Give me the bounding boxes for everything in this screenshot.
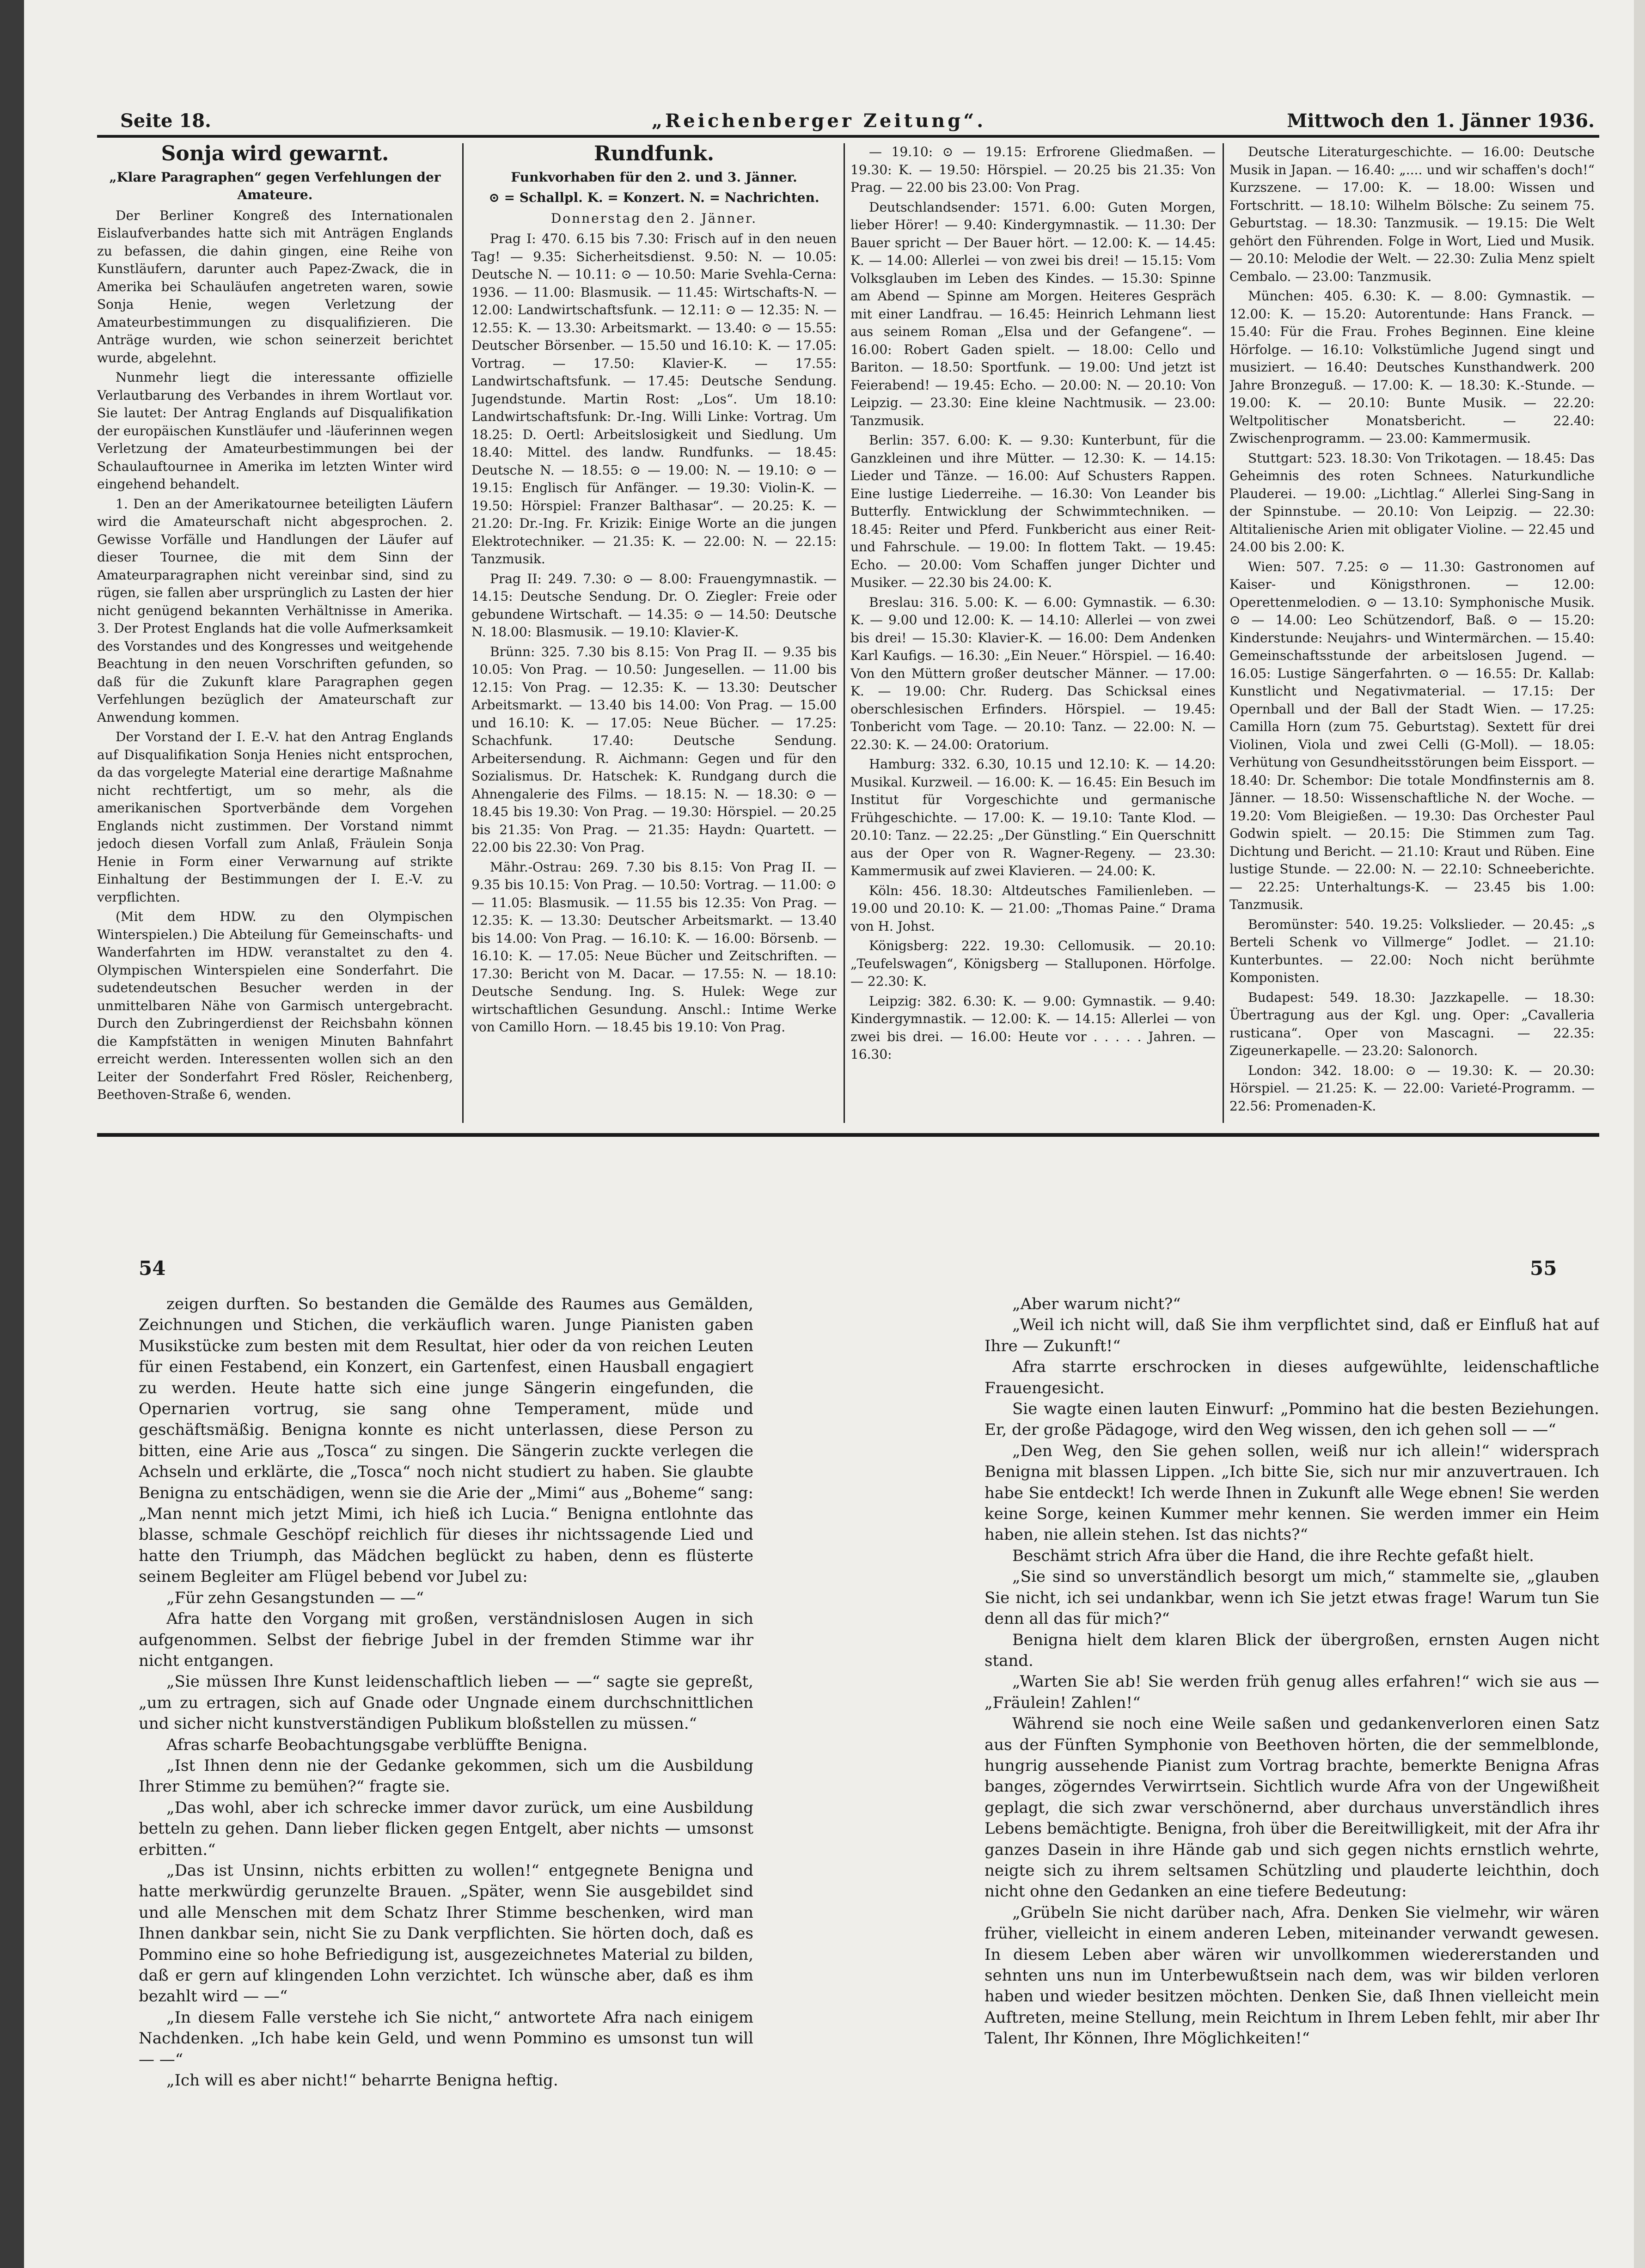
- story-paragraph: „Das wohl, aber ich schrecke immer davor zurück, um eine Ausbildung betteln zu gehen. Dann lieber flicken gegen Entgelt, aber nichts — umsonst erbitten.“: [139, 1798, 753, 1859]
- serial-story-right: [985, 1294, 1599, 2246]
- radio-day: Donnerstag den 2. Jänner.: [550, 210, 758, 226]
- column-rule: [1223, 143, 1224, 1123]
- radio-station-listing: London: 342. 18.00: ⊙ — 19.30: K. — 20.30: Hörspiel. — 21.25: K. — 22.00: Varieté-Programm. — 22.56: Promenaden-K.: [1229, 1062, 1595, 1114]
- radio-station-listing: Prag II: 249. 7.30: ⊙ — 8.00: Frauengymnastik. — 14.15: Deutsche Sendung. Dr. O. Ziegler: Freie oder gebundene Wirtschaft. — 14.35: ⊙ — 14.50: Deutsche N. 18.00: Blasmusik. — 19.10: Klavier-K.: [471, 571, 837, 640]
- story-page-number-right: 55: [1530, 1257, 1557, 1280]
- story-paragraph: „Den Weg, den Sie gehen sollen, weiß nur ich allein!“ widersprach Benigna mit blassen Lippen. „Ich bitte Sie, sich nur mir anzuvertrauen. Ich habe Sie entdeckt! Ich werde Ihnen in Zukunft alle Wege ebnen! Sie werden keine Sorge, keinen Kummer mehr kennen. Sie werden immer ein Heim haben, nie allein stehen. Ist das nichts?“: [985, 1441, 1599, 1544]
- article-title: Sonja wird gewarnt.: [161, 143, 389, 165]
- radio-column-3: [1229, 143, 1595, 1128]
- page-label: Seite 18.: [120, 110, 211, 132]
- radio-station-listing: Berlin: 357. 6.00: K. — 9.30: Kunterbunt, für die Ganzkleinen und ihre Mütter. — 12.30: K. — 14.15: Lieder und Tänze. — 16.00: Auf Schusters Rappen. Eine lustige Liederreihe. — 16.30: Von Leander bis Butterfly. Entwicklung der Schwimmtechniken. — 18.45: Reiter und Pferd. Funkbericht aus einer Reit- und Fahrschule. — 19.00: In flottem Takt. — 19.45: Echo. — 20.00: Vom Schaffen junger Dichter und Musiker. — 22.30 bis 24.00: K.: [850, 433, 1216, 590]
- radio-station-listing: Köln: 456. 18.30: Altdeutsches Familienleben. — 19.00 und 20.10: K. — 21.00: „Thomas Paine.“ Drama von H. Johst.: [850, 883, 1216, 934]
- article-paragraph: 1. Den an der Amerikatournee beteiligten Läufern wird die Amateurschaft nicht abgesprochen. 2. Gewisse Vorfälle und Handlungen der Läufer auf dieser Tournee, die mit dem Sinn der Amateurparagraphen nicht vereinbar sind, sind zu rügen, sie fallen aber ursprünglich zu Lasten der hier nicht genügend bekannten Verhältnisse in Amerika. 3. Der Protest Englands hat die volle Aufmerksamkeit des Vorstandes und des Kongresses und weitgehende Beachtung in den neuen Vorschriften gefunden, so daß für die Zukunft klare Paragraphen gegen Verfehlungen bezüglich der Amateurschaft zur Anwendung kommen.: [97, 496, 453, 725]
- scan-left-edge: [0, 0, 24, 2268]
- story-paragraph: „Ich will es aber nicht!“ beharrte Benigna heftig.: [166, 2071, 558, 2090]
- story-paragraph: Benigna hielt dem klaren Blick der übergroßen, ernsten Augen nicht stand.: [985, 1630, 1599, 1670]
- radio-station-listing: Hamburg: 332. 6.30, 10.15 und 12.10: K. — 14.20: Musikal. Kurzweil. — 16.00: K. — 16.45: Ein Besuch im Institut für Vorgeschichte und germanische Frühgeschichte. — 17.00: K. — 19.10: Tante Klod. — 20.10: Tanz. — 22.25: „Der Günstling.“ Ein Querschnitt aus der Oper von R. Wagner-Regeny. — 23.30: Kammermusik auf zwei Klavieren. — 24.00: K.: [850, 756, 1216, 878]
- story-paragraph: „In diesem Falle verstehe ich Sie nicht,“ antwortete Afra nach einigem Nachdenken. „Ich habe kein Geld, und wenn Pommino es umsonst tun will — —“: [139, 2008, 753, 2069]
- story-paragraph: „Aber warum nicht?“: [1012, 1295, 1181, 1313]
- article-subtitle: „Klare Paragraphen“ gegen Verfehlungen der Amateure.: [109, 169, 441, 202]
- radio-station-listing: Deutschlandsender: 1571. 6.00: Guten Morgen, lieber Hörer! — 9.40: Kindergymnastik. — 11.30: Der Bauer spricht — Der Bauer hört. — 12.00: K. — 14.45: K. — 14.00: Allerlei — von zwei bis drei! — 15.15: Vom Volksglauben im Leben des Kindes. — 15.30: Spinne am Abend — Spinne am Morgen. Heiteres Gespräch mit einer Landfrau. — 16.45: Heinrich Lehmann liest aus seinem Roman „Elsa und der Gefangene“. — 16.00: Robert Gaden spielt. — 18.00: Cello und Bariton. — 18.50: Sportfunk. — 19.00: Und jetzt ist Feierabend! — 19.45: Echo. — 20.00: N. — 20.10: Von Leipzig. — 23.30: Eine kleine Nachtmusik. — 23.00: Tanzmusik.: [850, 199, 1216, 428]
- story-paragraph: zeigen durften. So bestanden die Gemälde des Raumes aus Gemälden, Zeichnungen und Stichen, die verkäuflich waren. Junge Pianisten gaben Musikstücke zum besten mit dem Resultat, hier oder da von reichen Leuten für einen Festabend, ein Konzert, ein Gartenfest, einen Hausball engagiert zu werden. Heute hatte sich eine junge Sängerin eingefunden, die Opernarien vortrug, sie sang ohne Temperament, müde und geschäftsmäßig. Benigna konnte es nicht unterlassen, diese Person zu bitten, eine Arie aus „Tosca“ zu singen. Die Sängerin zuckte verlegen die Achseln und erklärte, die „Tosca“ noch nicht studiert zu haben. Sie glaubte Benigna zu entschädigen, wenn sie die Arie der „Mimi“ aus „Boheme“ sang: „Man nennt mich jetzt Mimi, ich hieß ich Lucia.“ Benigna entlohnte das blasse, schmale Geschöpf reichlich für dieses ihr nichtssagende Lied und hatte den Triumph, das Mädchen beglückt zu haben, denn es flüsterte seinem Begleiter am Flügel bebend vor Jubel zu:: [139, 1295, 753, 1586]
- story-paragraph: „Für zehn Gesangstunden — —“: [166, 1588, 424, 1607]
- story-paragraph: „Ist Ihnen denn nie der Gedanke gekommen, sich um die Ausbildung Ihrer Stimme zu bemühen?“ fragte sie.: [139, 1756, 753, 1796]
- radio-station-listing: Brünn: 325. 7.30 bis 8.15: Von Prag II. — 9.35 bis 10.05: Von Prag. — 10.50: Jungesellen. — 11.00 bis 12.15: Von Prag. — 12.35: K. — 13.30: Deutscher Arbeitsmarkt. — 13.40 bis 14.00: Von Prag. — 15.00 und 16.10: K. — 17.05: Neue Bücher. — 17.25: Schachfunk. 17.40: Deutsche Sendung. Arbeitersendung. R. Aichmann: Gegen und für den Sozialismus. Dr. Hatschek: K. Rundgang durch die Ahnengalerie des Films. — 18.15: N. — 18.30: ⊙ — 18.45 bis 19.30: Von Prag. — 19.30: Hörspiel. — 20.25 bis 21.35: Von Prag. — 21.35: Haydn: Quartett. — 22.00 bis 22.30: Von Prag.: [471, 644, 837, 855]
- radio-legend: ⊙ = Schallpl. K. = Konzert. N. = Nachrichten.: [489, 190, 819, 205]
- radio-station-listing: Mähr.-Ostrau: 269. 7.30 bis 8.15: Von Prag II. — 9.35 bis 10.15: Von Prag. — 10.50: Vortrag. — 11.00: ⊙ — 11.05: Blasmusik. — 11.55 bis 12.35: Von Prag. — 12.35: K. — 13.30: Deutscher Arbeitsmarkt. — 13.40 bis 14.00: Von Prag. — 16.10: K. — 16.00: Börsenb. — 16.10: K. — 17.05: Neue Bücher und Zeitschriften. — 17.30: Bericht von M. Dacar. — 17.55: N. — 18.10: Deutsche Sendung. Ing. S. Hulek: Wege zur wirtschaftlichen Gesundung. Anschl.: Intime Werke von Camillo Horn. — 18.45 bis 19.10: Von Prag.: [471, 859, 837, 1035]
- scan-right-edge: [1634, 0, 1645, 2268]
- column-rule: [844, 143, 845, 1123]
- radio-column-1: [471, 143, 837, 1128]
- radio-station-listing: Beromünster: 540. 19.25: Volkslieder. — 20.45: „s Berteli Schenk vo Villmerge“ Jodlet. — 21.10: Kunterbuntes. — 22.00: Noch nicht berühmte Komponisten.: [1229, 916, 1595, 985]
- radio-column-2: [850, 143, 1216, 1128]
- serial-story-left: [139, 1294, 753, 2237]
- issue-date: Mittwoch den 1. Jänner 1936.: [1287, 110, 1595, 132]
- story-paragraph: Beschämt strich Afra über die Hand, die ihre Rechte gefaßt hielt.: [1012, 1546, 1534, 1565]
- radio-station-listing: Prag I: 470. 6.15 bis 7.30: Frisch auf in den neuen Tag! — 9.35: Sicherheitsdienst. 9.50: N. — 10.05: Deutsche N. — 10.11: ⊙ — 10.50: Marie Svehla-Cerna: 1936. — 11.00: Blasmusik. — 11.45: Wirtschafts-N. — 12.00: Landwirtschaftsfunk. — 12.11: ⊙ — 12.35: N. — 12.55: K. — 13.30: Arbeitsmarkt. — 13.40: ⊙ — 15.55: Deutscher Börsenber. — 15.50 und 16.10: K. — 17.05: Vortrag. — 17.50: Klavier-K. — 17.55: Landwirtschaftsfunk. — 17.45: Deutsche Sendung. Jugendstunde. Martin Rost: „Los“. Um 18.10: Landwirtschaftsfunk: Dr.-Ing. Willi Linke: Vortrag. Um 18.25: D. Oertl: Arbeitslosigkeit und Siedlung. Um 18.40: Mittel. des landw. Rundfunks. — 18.45: Deutsche N. — 18.55: ⊙ — 19.00: N. — 19.10: ⊙ — 19.15: Englisch für Anfänger. — 19.30: Violin-K. — 19.50: Hörspiel: Franzer Balthasar“. — 20.25: K. — 21.20: Dr.-Ing. Fr. Krizik: Einige Worte an die jungen Elektrotechniker. — 21.35: K. — 22.00: N. — 22.15: Tanzmusik.: [471, 231, 837, 567]
- radio-station-listing: Stuttgart: 523. 18.30: Von Trikotagen. — 18.45: Das Geheimnis des roten Schnees. Naturkundliche Plauderei. — 19.00: „Lichtlag.“ Allerlei Sing-Sang in der Spinnstube. — 20.10: Von Leipzig. — 22.30: Altitalienische Arien mit obligater Violine. — 22.45 und 24.00 bis 2.00: K.: [1229, 450, 1595, 555]
- story-paragraph: „Grübeln Sie nicht darüber nach, Afra. Denken Sie vielmehr, wir wären früher, vielleicht in einem anderen Leben, miteinander verwandt gewesen. In diesem Leben aber wären wir unvollkommen wiedererstanden und sehnten uns nun im Unterbewußtsein nach dem, was wir bilden verloren haben und wieder besitzen möchten. Denken Sie, daß Ihnen vielleicht mein Auftreten, meine Stellung, mein Reichtum in Ihrem Leben fehlt, mir aber Ihr Talent, Ihr Können, Ihre Möglichkeiten!“: [985, 1903, 1599, 2048]
- story-paragraph: Während sie noch eine Weile saßen und gedankenverloren einen Satz aus der Fünften Symphonie von Beethoven hörten, die der semmelblonde, hungrig aussehende Pianist zum Vortrag brachte, bemerkte Benigna Afras banges, zögerndes Verwirrtsein. Sichtlich wurde Afra von der Ungewißheit geplagt, die sich zwar verschönernd, aber durchaus unverständlich ihres Lebens bemächtigte. Benigna, froh über die Bereitwilligkeit, mit der Afra ihr ganzes Dasein in ihre Hände gab und sich gegen nichts ernstlich wehrte, neigte sich zu ihrem seltsamen Schützling und plauderte leichthin, doch nicht ohne den Gedanken an eine tiefere Bedeutung:: [985, 1714, 1599, 1901]
- radio-station-listing: München: 405. 6.30: K. — 8.00: Gymnastik. — 12.00: K. — 15.20: Autorentunde: Hans Franck. — 15.40: Für die Frau. Frohes Beginnen. Eine kleine Hörfolge. — 16.10: Volkstümliche Jugend singt und musiziert. — 16.40: Deutsches Kunsthandwerk. 200 Jahre Bronzeguß. — 17.00: K. — 18.30: K.-Stunde. — 19.00: K. — 20.10: Bunte Musik. — 22.20: Weltpolitischer Monatsbericht. — 22.40: Zwischenprogramm. — 23.00: Kammermusik.: [1229, 288, 1595, 446]
- radio-subtitle: Funkvorhaben für den 2. und 3. Jänner.: [511, 169, 797, 185]
- page-header: [120, 105, 1595, 138]
- radio-station-listing: Königsberg: 222. 19.30: Cellomusik. — 20.10: „Teufelswagen“, Königsberg — Stalluponen. Hörfolge. — 22.30: K.: [850, 938, 1216, 989]
- radio-station-listing: — 19.10: ⊙ — 19.15: Erfrorene Gliedmaßen. — 19.30: K. — 19.50: Hörspiel. — 20.25 bis 21.35: Von Prag. — 22.00 bis 23.00: Von Prag.: [850, 144, 1216, 195]
- radio-title: Rundfunk.: [593, 143, 715, 165]
- story-paragraph: „Sie sind so unverständlich besorgt um mich,“ stammelte sie, „glauben Sie nicht, ich sei undankbar, wenn ich Sie jetzt etwas frage! Warum tun Sie denn all das für mich?“: [985, 1567, 1599, 1628]
- radio-station-listing: Breslau: 316. 5.00: K. — 6.00: Gymnastik. — 6.30: K. — 9.00 und 12.00: K. — 14.10: Allerlei — von zwei bis drei! — 15.30: Klavier-K. — 16.00: Dem Andenken Karl Kaufigs. — 16.30: „Ein Neuer.“ Hörspiel. — 16.40: Von den Müttern großer deutscher Männer. — 17.00: K. — 19.00: Chr. Ruderg. Das Schicksal eines oberschlesischen Erfinders. Hörspiel. — 19.45: Tonbericht vom Tage. — 20.10: Tanz. — 22.00: N. — 22.30: K. — 24.00: Oratorium.: [850, 594, 1216, 752]
- newspaper-title: „Reichenberger Zeitung“.: [652, 110, 986, 132]
- article-sonja-column: [97, 143, 453, 1128]
- article-paragraph: Nunmehr liegt die interessante offizielle Verlautbarung des Verbandes in ihrem Wortlaut vor. Sie lautet: Der Antrag Englands auf Disqualifikation der europäischen Kunstläufer und -läuferinnen wegen Verletzung der Amateurbestimmungen bei der Schaulauftournee in Amerika im letzten Winter wird eingehend behandelt.: [97, 370, 453, 492]
- story-paragraph: „Sie müssen Ihre Kunst leidenschaftlich lieben — —“ sagte sie gepreßt, „um zu ertragen, sich auf Gnade oder Ungnade einem durchschnittlichen und sicher nicht kunstverständigen Publikum bloßstellen zu müssen.“: [139, 1672, 753, 1733]
- story-paragraph: „Weil ich nicht will, daß Sie ihm verpflichtet sind, daß er Einfluß hat auf Ihre — Zukunft!“: [985, 1316, 1599, 1355]
- story-paragraph: „Das ist Unsinn, nichts erbitten zu wollen!“ entgegnete Benigna und hatte merkwürdig gerunzelte Brauen. „Später, wenn Sie ausgebildet sind und alle Menschen mit dem Schatz Ihrer Stimme beschenken, wird man Ihnen dankbar sein, nicht Sie zu Dank verpflichten. Sie hörten doch, daß es Pommino eine so hohe Befriedigung ist, ausgezeichnetes Material zu bilden, daß er gern auf klingenden Lohn verzichtet. Ich wünsche aber, daß es ihm bezahlt wird — —“: [139, 1861, 753, 2006]
- radio-station-listing: Budapest: 549. 18.30: Jazzkapelle. — 18.30: Übertragung aus der Kgl. ung. Oper: „Cavalleria rusticana“. Oper von Mascagni. — 22.35: Zigeunerkapelle. — 23.20: Salonorch.: [1229, 989, 1595, 1058]
- article-paragraph: (Mit dem HDW. zu den Olympischen Winterspielen.) Die Abteilung für Gemeinschafts- und Wanderfahrten im HDW. veranstaltet zu den 4. Olympischen Winterspielen eine Sonderfahrt. Die sudetendeutschen Besucher werden in der unmittelbaren Nähe von Garmisch untergebracht. Durch den Zubringerdienst der Reichsbahn können die Kampfstätten in wenigen Minuten Bahnfahrt erreicht werden. Interessenten wollen sich an den Leiter der Sonderfahrt Fred Rösler, Reichenberg, Beethoven-Straße 6, wenden.: [97, 909, 453, 1102]
- story-paragraph: Sie wagte einen lauten Einwurf: „Pommino hat die besten Beziehungen. Er, der große Pädagoge, wird den Weg wissen, den ich gehen soll — —“: [985, 1400, 1599, 1439]
- article-paragraph: Der Vorstand der I. E.-V. hat den Antrag Englands auf Disqualifikation Sonja Henies nicht entsprochen, da das vorgelegte Material eine derartige Maßnahme nicht rechtfertigt, um so mehr, als die amerikanischen Sportverbände dem Vorgehen Englands nicht zustimmen. Der Vorstand nimmt jedoch diesen Vorfall zum Anlaß, Fräulein Sonja Henie in Form einer Verwarnung auf strikte Einhaltung der Bestimmungen der I. E.-V. zu verpflichten.: [97, 729, 453, 905]
- radio-station-listing: Deutsche Literaturgeschichte. — 16.00: Deutsche Musik in Japan. — 16.40: „.... und wir schaffen's doch!“ Kurzszene. — 17.00: K. — 18.00: Wissen und Fortschritt. — 18.10: Wilhelm Bölsche: Zu seinem 75. Geburtstag. — 18.30: Tanzmusik. — 19.15: Die Welt gehört den Führenden. Folge in Wort, Lied und Musik. — 20.10: Melodie der Welt. — 22.30: Zulia Menz spielt Cembalo. — 23.00: Tanzmusik.: [1229, 144, 1595, 284]
- story-paragraph: Afra starrte erschrocken in dieses aufgewühlte, leidenschaftliche Frauengesicht.: [985, 1358, 1599, 1397]
- header-rule: [97, 135, 1599, 138]
- story-paragraph: Afra hatte den Vorgang mit großen, verständnislosen Augen in sich aufgenommen. Selbst der fiebrige Jubel in der fremden Stimme war ihr nicht entgangen.: [139, 1610, 753, 1670]
- story-paragraph: Afras scharfe Beobachtungsgabe verblüffte Benigna.: [166, 1735, 588, 1754]
- radio-station-listing: Leipzig: 382. 6.30: K. — 9.00: Gymnastik. — 9.40: Kindergymnastik. — 12.00: K. — 14.15: Allerlei — von zwei bis drei. — 16.00: Heute vor . . . . . Jahren. — 16.30:: [850, 993, 1216, 1062]
- column-rule: [462, 143, 464, 1123]
- story-page-number-left: 54: [139, 1257, 166, 1280]
- section-rule: [97, 1133, 1599, 1137]
- radio-station-listing: Wien: 507. 7.25: ⊙ — 11.30: Gastronomen auf Kaiser- und Königsthronen. — 12.00: Operettenmelodien. ⊙ — 13.10: Symphonische Musik. ⊙ — 14.00: Leo Schützendorf, Baß. ⊙ — 15.20: Kinderstunde: Neujahrs- und Wintermärchen. — 15.40: Gemeinschaftsstunde der arbeitslosen Jugend. — 16.05: Lustige Sängerfahrten. ⊙ — 16.55: Dr. Kallab: Kunstlicht und Negativmaterial. — 17.15: Der Opernball und der Ball der Stadt Wien. — 17.25: Camilla Horn (zum 75. Geburtstag). Sextett für drei Violinen, Viola und zwei Celli (G-Moll). — 18.05: Verhütung von Gesundheitsstörungen beim Eissport. — 18.40: Dr. Schembor: Die totale Mondfinsternis am 8. Jänner. — 18.50: Wissenschaftliche N. der Woche. — 19.20: Vom Bleigießen. — 19.30: Das Orchester Paul Godwin spielt. — 20.15: Die Stimmen zum Tag. Dichtung und Bericht. — 21.10: Kraut und Rüben. Eine lustige Stunde. — 22.00: N. — 22.10: Schneeberichte. — 22.25: Unterhaltungs-K. — 23.45 bis 1.00: Tanzmusik.: [1229, 559, 1595, 912]
- article-paragraph: Der Berliner Kongreß des Internationalen Eislaufverbandes hatte sich mit Anträgen Englands zu befassen, die dahin gingen, eine Reihe von Kunstläufern, darunter auch Papez-Zwack, die in Amerika bei Schauläufen angetreten waren, sowie Sonja Henie, wegen Verletzung der Amateurbestimmungen zu disqualifizieren. Die Anträge wurden, wie schon seinerzeit berichtet wurde, abgelehnt.: [97, 207, 453, 366]
- story-paragraph: „Warten Sie ab! Sie werden früh genug alles erfahren!“ wich sie aus — „Fräulein! Zahlen!“: [985, 1672, 1599, 1712]
